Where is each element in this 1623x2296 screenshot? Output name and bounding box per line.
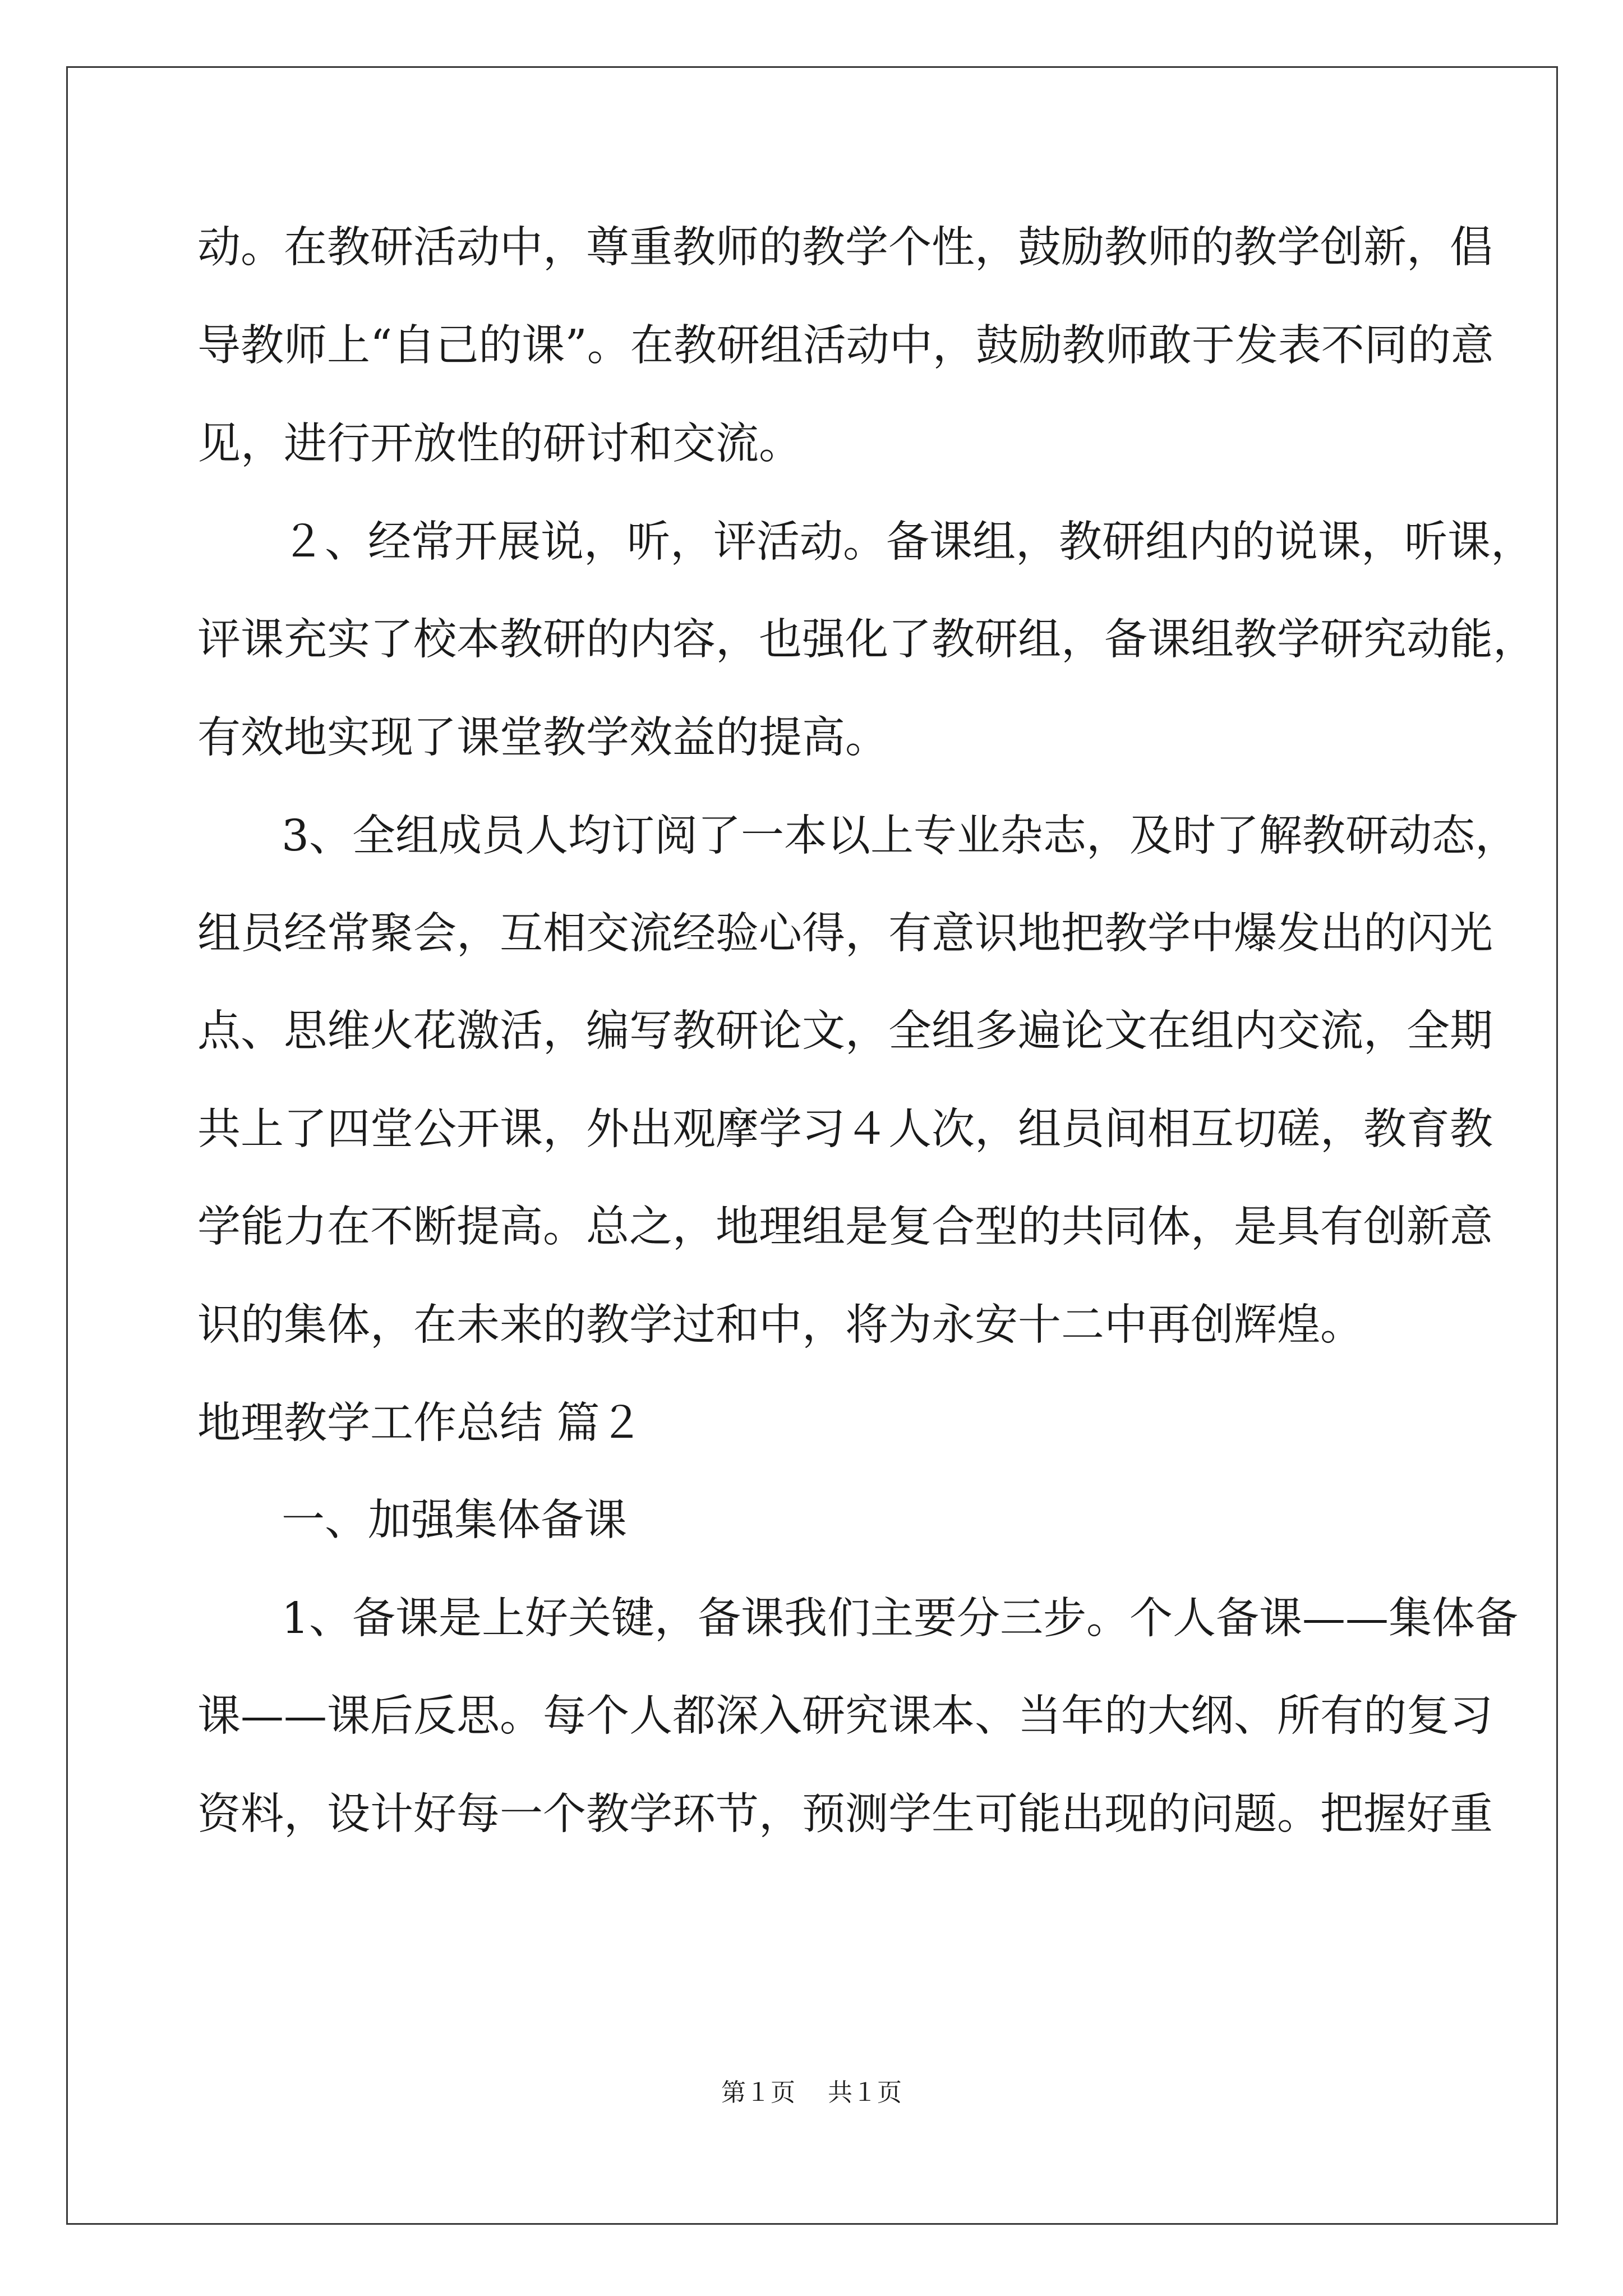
text-line: 动。在教研活动中，尊重教师的教学个性，鼓励教师的教学创新，倡	[197, 223, 1493, 273]
text-line: 共上了四堂公开课，外出观摩学习４人次，组员间相互切磋，教育教	[197, 1105, 1493, 1154]
text-line: 1、备课是上好关键，备课我们主要分三步。个人备课——集体备	[282, 1594, 1518, 1644]
subsection-heading: 一、加强集体备课	[282, 1496, 627, 1545]
text-line: ２、经常开展说，听，评活动。备课组，教研组内的说课，听课，	[282, 517, 1534, 567]
text-line: 课——课后反思。每个人都深入研究课本、当年的大纲、所有的复习	[197, 1691, 1493, 1741]
text-line: 学能力在不断提高。总之，地理组是复合型的共同体，是具有创新意	[197, 1202, 1493, 1252]
text-line: 资料，设计好每一个教学环节，预测学生可能出现的问题。把握好重	[197, 1789, 1493, 1839]
section-heading: 地理教学工作总结 篇２	[197, 1398, 643, 1448]
page-footer	[0, 2077, 1623, 2109]
text-line: 有效地实现了课堂教学效益的提高。	[197, 713, 888, 763]
text-line: 识的集体，在未来的教学过和中，将为永安十二中再创辉煌。	[197, 1300, 1363, 1350]
text-line: 见，进行开放性的研讨和交流。	[197, 419, 802, 469]
page-number: 第１页	[721, 2078, 795, 2107]
text-line: 3、全组成员人均订阅了一本以上专业杂志，及时了解教研动态，	[282, 811, 1518, 861]
text-line: 导教师上“自己的课”。在教研组活动中，鼓励教师敢于发表不同的意	[197, 321, 1494, 371]
page-total: 共１页	[828, 2078, 902, 2107]
text-line: 点、思维火花激活，编写教研论文，全组多遍论文在组内交流，全期	[197, 1006, 1493, 1056]
text-line: 评课充实了校本教研的内容，也强化了教研组，备课组教学研究动能，	[197, 615, 1536, 665]
text-line: 组员经常聚会，互相交流经验心得，有意识地把教学中爆发出的闪光	[197, 909, 1493, 959]
